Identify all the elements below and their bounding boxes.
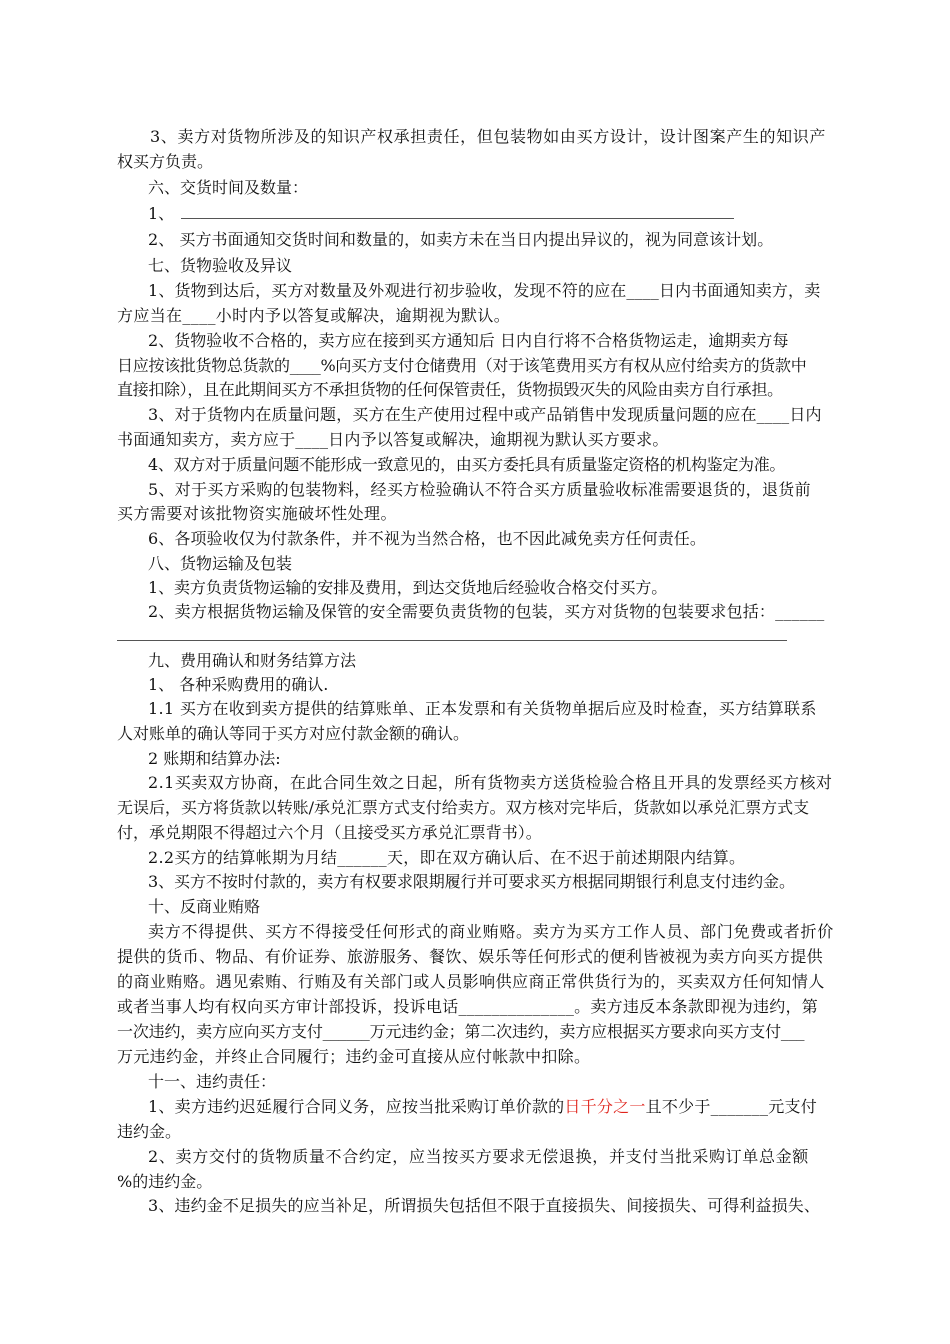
paragraph-line: 书面通知卖方，卖方应于____日内予以答复或解决，逾期视为默认买方要求。 <box>117 430 669 449</box>
paragraph-line: 直接扣除），且在此期间买方不承担货物的任何保管责任，货物损毁灭失的风险由卖方自行承担。 <box>117 380 783 399</box>
paragraph-line: 3、对于货物内在质量问题，买方在生产使用过程中或产品销售中发现质量问题的应在____日内 <box>148 405 822 424</box>
section-heading: 八、货物运输及包装 <box>148 554 293 573</box>
paragraph-line: 卖方不得提供、买方不得接受任何形式的商业贿赂。卖方为买方工作人员、部门免费或者折价 <box>148 922 834 941</box>
paragraph-line: 无误后，买方将货款以转账/承兑汇票方式支付给卖方。双方核对完毕后，货款如以承兑汇票方式支 <box>117 798 810 817</box>
paragraph-line: 1、 各种采购费用的确认. <box>148 675 329 694</box>
paragraph-line <box>148 1097 817 1117</box>
paragraph-line: 1.1 买方在收到卖方提供的结算账单、正本发票和有关货物单据后应及时检查，买方结算联系 <box>148 699 817 718</box>
paragraph-line: 2、卖方交付的货物质量不合约定，应当按买方要求无偿退换，并支付当批采购订单总金额 <box>148 1147 809 1166</box>
section-heading: 七、货物验收及异议 <box>148 256 293 275</box>
paragraph-line: 3、违约金不足损失的应当补足，所谓损失包括但不限于直接损失、间接损失、可得利益损失、 <box>148 1196 821 1215</box>
paragraph-line: 4、双方对于质量问题不能形成一致意见的，由买方委托具有质量鉴定资格的机构鉴定为准。 <box>148 455 786 474</box>
section-heading: 九、费用确认和财务结算方法 <box>148 651 357 670</box>
paragraph-line: 违约金。 <box>117 1122 182 1141</box>
paragraph-line: 1、 <box>148 204 175 223</box>
paragraph-line: 3、卖方对货物所涉及的知识产权承担责任，但包装物如由买方设计，设计图案产生的知识产 <box>150 127 827 146</box>
paragraph-line: 权买方负责。 <box>117 152 214 171</box>
paragraph-line: 一次违约，卖方应向买方支付______万元违约金；第二次违约，卖方应根据买方要求向买方支付___ <box>117 1022 805 1041</box>
paragraph-line: 方应当在____小时内予以答复或解决，逾期视为默认。 <box>117 306 511 325</box>
paragraph-line: 2、货物验收不合格的，卖方应在接到买方通知后 日内自行将不合格货物运走，逾期卖方每 <box>148 331 789 350</box>
section-heading: 六、交货时间及数量： <box>148 178 309 197</box>
paragraph-line: 2、卖方根据货物运输及保管的安全需要负责货物的包装，买方对货物的包装要求包括：______ <box>148 602 825 621</box>
section-heading: 十一、违约责任： <box>148 1072 277 1091</box>
paragraph-line: 的商业贿赂。遇见索贿、行贿及有关部门或人员影响供应商正常供货行为的，买卖双方任何知情人 <box>117 972 825 991</box>
paragraph-text: 且不少于_______元支付 <box>645 1097 817 1116</box>
paragraph-line: 6、各项验收仅为付款条件，并不视为当然合格，也不因此减免卖方任何责任。 <box>148 529 707 548</box>
paragraph-text: 1、卖方违约迟延履行合同义务，应按当批采购订单价款的 <box>148 1097 565 1116</box>
paragraph-line: 2.1买卖双方协商，在此合同生效之日起，所有货物卖方送货检验合格且开具的发票经买方核对 <box>148 773 833 792</box>
section-heading: 十、反商业贿赂 <box>148 897 261 916</box>
paragraph-line: 2.2买方的结算帐期为月结______天，即在双方确认后、在不迟于前述期限内结算。 <box>148 848 746 867</box>
blank-fill-line <box>181 218 734 219</box>
paragraph-line: 付，承兑期限不得超过六个月（且接受买方承兑汇票背书）。 <box>117 823 542 842</box>
blank-fill-line <box>117 640 787 641</box>
paragraph-line: 2、 买方书面通知交货时间和数量的，如卖方未在当日内提出异议的，视为同意该计划。 <box>148 230 774 249</box>
highlighted-penalty-rate: 日千分之一 <box>564 1097 646 1116</box>
paragraph-line: 2 账期和结算办法: <box>148 749 281 768</box>
paragraph-line: 或者当事人均有权向买方审计部投诉，投诉电话______________。卖方违反本条款即视为违约，第 <box>117 997 819 1016</box>
paragraph-line: 1、卖方负责货物运输的安排及费用，到达交货地后经验收合格交付买方。 <box>148 578 668 597</box>
paragraph-line: 万元违约金，并终止合同履行；违约金可直接从应付帐款中扣除。 <box>117 1047 591 1066</box>
paragraph-line: 3、买方不按时付款的，卖方有权要求限期履行并可要求买方根据同期银行利息支付违约金。 <box>148 872 795 891</box>
paragraph-line: 买方需要对该批物资实施破坏性处理。 <box>117 504 397 523</box>
paragraph-line: 人对账单的确认等同于买方对应付款金额的确认。 <box>117 724 470 743</box>
paragraph-line: 提供的货币、物品、有价证券、旅游服务、餐饮、娱乐等任何形式的便利皆被视为卖方向买方提供 <box>117 947 824 966</box>
paragraph-line: 日应按该批货物总货款的____%向买方支付仓储费用（对于该笔费用买方有权从应付给卖方的货款中 <box>117 356 807 375</box>
paragraph-line: 5、对于买方采购的包装物料，经买方检验确认不符合买方质量验收标准需要退货的，退货前 <box>148 480 811 499</box>
paragraph-line: 1、货物到达后，买方对数量及外观进行初步验收，发现不符的应在____日内书面通知卖方，卖 <box>148 281 821 300</box>
paragraph-line: %的违约金。 <box>117 1172 213 1191</box>
